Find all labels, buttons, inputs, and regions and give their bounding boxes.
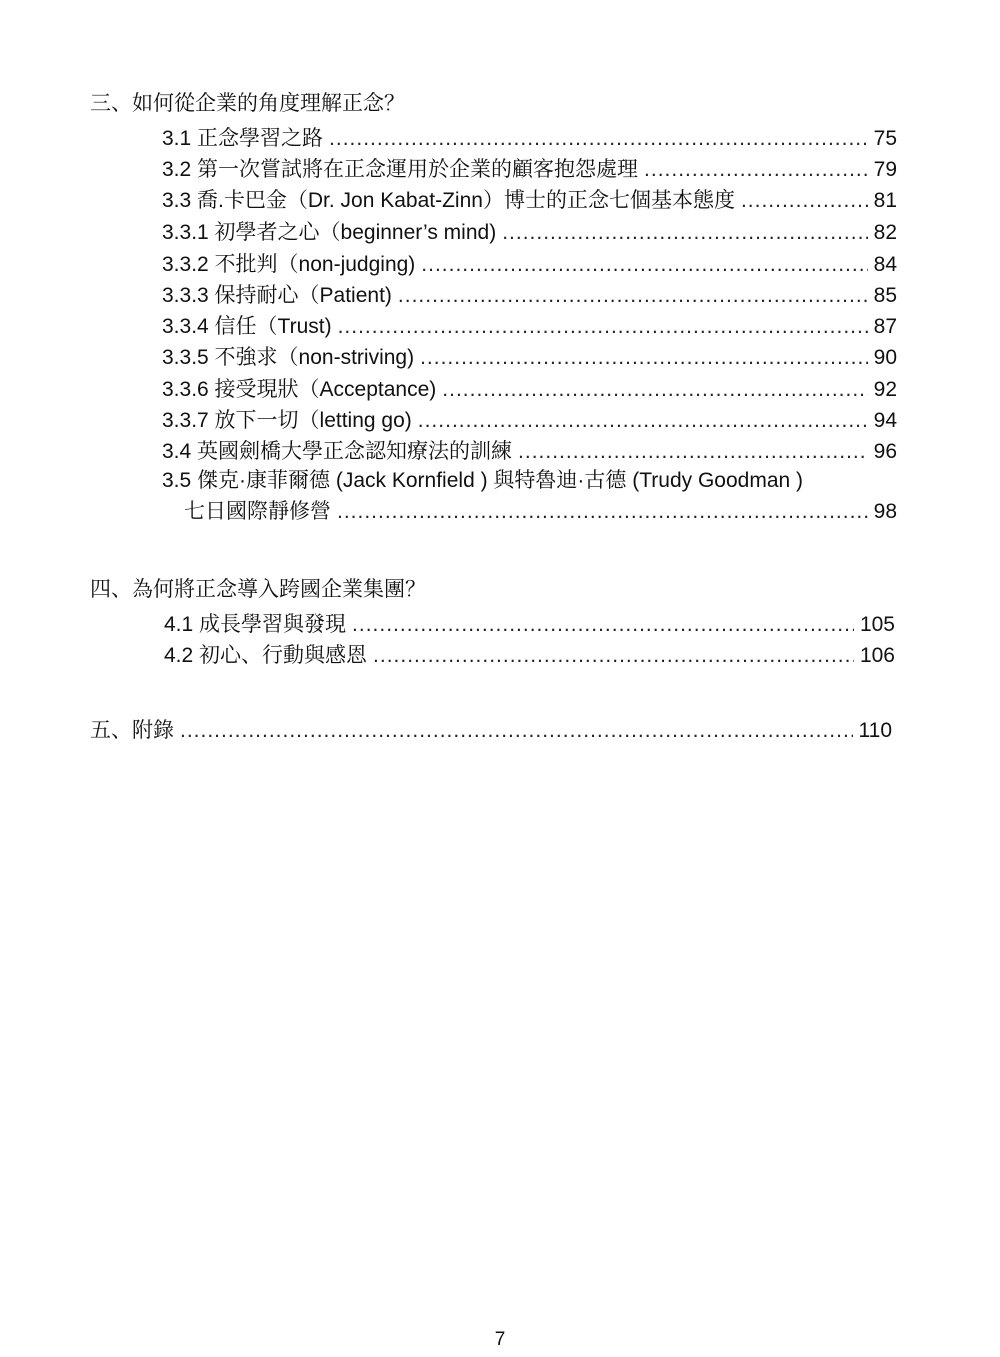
toc-entry-3-3[interactable]	[162, 188, 897, 214]
leader-dots	[337, 499, 868, 525]
toc-entry-3-3-7[interactable]	[162, 408, 897, 434]
toc-entry-label: 3.1 正念學習之路	[162, 127, 324, 150]
leader-dots	[180, 718, 853, 744]
toc-entry-page: 106	[859, 644, 895, 667]
toc-entry-3-3-1[interactable]	[162, 220, 897, 246]
toc-entry-label: 3.3.3 保持耐心（Patient)	[162, 284, 392, 307]
leader-dots	[442, 377, 867, 403]
toc-entry-4-1[interactable]	[164, 612, 895, 638]
toc-entry-label: 3.2 第一次嘗試將在正念運用於企業的顧客抱怨處理	[162, 158, 639, 181]
toc-entry-page: 92	[873, 378, 897, 401]
page-number: 7	[494, 1329, 506, 1350]
leader-dots	[644, 157, 868, 183]
toc-entry-5[interactable]	[90, 718, 892, 744]
toc-entry-3-5[interactable]	[184, 499, 897, 525]
toc-entry-label: 4.2 初心、行動與感恩	[164, 644, 368, 667]
leader-dots	[421, 252, 867, 278]
toc-entry-4-2[interactable]	[164, 643, 895, 669]
toc-entry-page: 87	[873, 315, 897, 338]
toc-entry-page: 81	[873, 189, 897, 212]
leader-dots	[373, 643, 854, 669]
leader-dots	[502, 220, 867, 246]
toc-entry-3-3-4[interactable]	[162, 314, 897, 340]
toc-entry-page: 94	[873, 409, 897, 432]
toc-entry-label: 3.3.4 信任（Trust)	[162, 315, 332, 338]
toc-entry-page: 105	[859, 613, 895, 636]
toc-entry-page: 85	[873, 284, 897, 307]
leader-dots	[352, 612, 854, 638]
toc-entry-3-3-2[interactable]	[162, 252, 897, 278]
leader-dots	[398, 283, 868, 309]
leader-dots	[741, 188, 868, 214]
leader-dots	[329, 126, 868, 152]
toc-entry-3-3-6[interactable]	[162, 377, 897, 403]
toc-entry-3-1[interactable]	[162, 126, 897, 152]
toc-entry-page: 84	[873, 253, 897, 276]
toc-entry-page: 110	[858, 719, 892, 742]
leader-dots	[518, 439, 868, 465]
toc-entry-page: 75	[873, 127, 897, 150]
toc-entry-label: 3.3.5 不強求（non-striving)	[162, 346, 415, 369]
section-4-heading: 四、為何將正念導入跨國企業集團？	[90, 578, 426, 601]
toc-entry-page: 79	[873, 158, 897, 181]
leader-dots	[338, 314, 868, 340]
toc-entry-3-2[interactable]	[162, 157, 897, 183]
toc-entry-page: 98	[873, 500, 897, 523]
toc-entry-label: 3.3.7 放下一切（letting go)	[162, 409, 412, 432]
toc-entry-label: 3.3 喬.卡巴金（Dr. Jon Kabat-Zinn）博士的正念七個基本態度	[162, 189, 735, 212]
toc-entry-3-5-line1[interactable]: 3.5 傑克·康菲爾德 (Jack Kornfield ) 與特魯迪·古德 (Trudy Goodman )	[162, 469, 804, 492]
toc-entry-page: 90	[873, 346, 897, 369]
section-3-heading: 三、如何從企業的角度理解正念？	[90, 92, 405, 115]
toc-entry-3-4[interactable]	[162, 439, 897, 465]
toc-entry-label: 七日國際靜修營	[184, 500, 331, 523]
toc-entry-3-3-5[interactable]	[162, 345, 897, 371]
leader-dots	[418, 408, 868, 434]
toc-entry-page: 96	[873, 440, 897, 463]
toc-entry-label: 3.3.1 初學者之心（beginner’s mind)	[162, 221, 497, 244]
leader-dots	[420, 345, 868, 371]
toc-entry-3-3-3[interactable]	[162, 283, 897, 309]
toc-entry-label: 3.3.6 接受現狀（Acceptance)	[162, 378, 437, 401]
toc-entry-label: 3.4 英國劍橋大學正念認知療法的訓練	[162, 440, 513, 463]
section-5-heading: 五、附錄	[90, 719, 174, 742]
toc-entry-page: 82	[873, 221, 897, 244]
toc-entry-label: 4.1 成長學習與發現	[164, 613, 347, 636]
toc-entry-label: 3.3.2 不批判（non-judging)	[162, 253, 416, 276]
